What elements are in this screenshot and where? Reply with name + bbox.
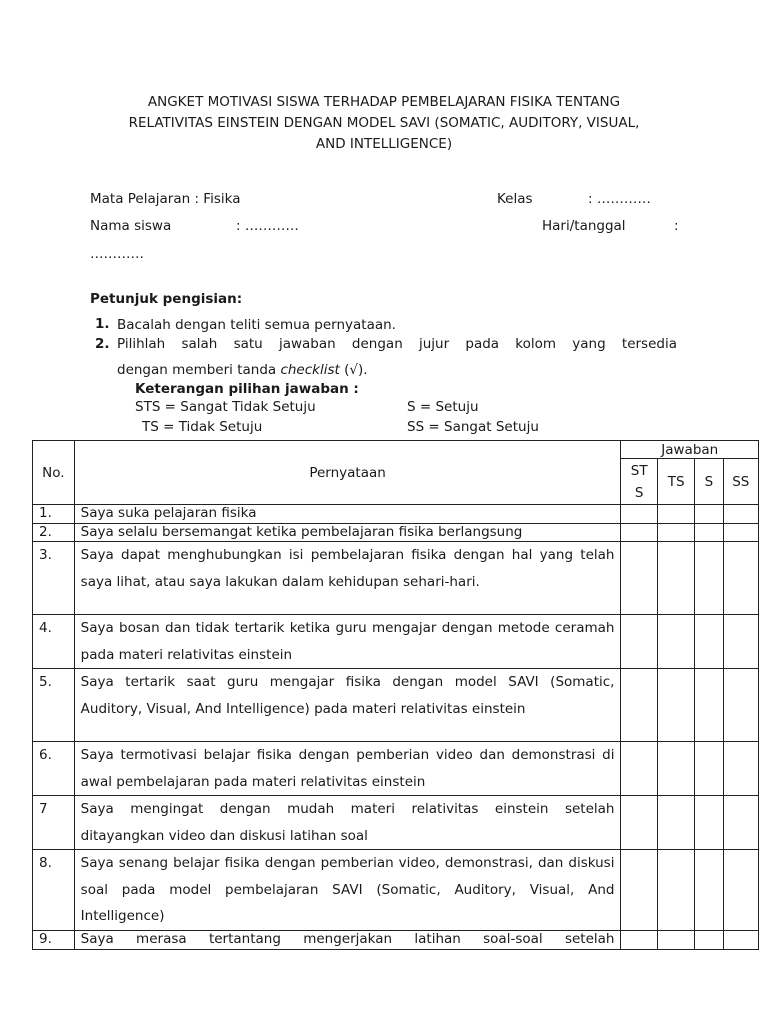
row-number: 2.: [33, 524, 75, 542]
table-row: [33, 505, 759, 524]
row-statement: Saya selalu bersemangat ketika pembelajaran fisika berlangsung: [74, 524, 621, 542]
answer-cell-s[interactable]: [695, 524, 723, 542]
answer-cell-ts[interactable]: [657, 742, 694, 796]
answer-cell-ts[interactable]: [657, 524, 694, 542]
title-line-2: RELATIVITAS EINSTEIN DENGAN MODEL SAVI (SOMATIC, AUDITORY, VISUAL,: [128, 115, 640, 131]
row-number: 4.: [33, 615, 75, 669]
student-name-field: : …………: [236, 218, 299, 234]
header-s: S: [695, 459, 723, 505]
answer-cell-ss[interactable]: [723, 742, 758, 796]
answer-cell-sts[interactable]: [621, 796, 657, 850]
date-field: …………: [90, 246, 144, 262]
row-number: 9.: [33, 930, 75, 949]
row-statement: Saya tertarik saat guru mengajar fisika dengan model SAVI (Somatic, Auditory, Visual, And Intelligence) pada materi relativitas einstein: [74, 669, 621, 742]
header-ss: SS: [723, 459, 758, 505]
row-number: 7: [33, 796, 75, 850]
answer-cell-ss[interactable]: [723, 615, 758, 669]
row-statement: Saya termotivasi belajar fisika dengan pemberian video dan demonstrasi di awal pembelajaran pada materi relativitas einstein: [74, 742, 621, 796]
header-answer: Jawaban: [621, 441, 759, 459]
answer-cell-ss[interactable]: [723, 930, 758, 949]
row-statement: Saya bosan dan tidak tertarik ketika guru mengajar dengan metode ceramah pada materi relativitas einstein: [74, 615, 621, 669]
header-sts: [621, 459, 657, 505]
title-line-3: AND INTELLIGENCE): [315, 136, 453, 152]
questionnaire-table: [32, 440, 759, 950]
class-label: Kelas: [497, 191, 533, 207]
legend-ss: SS = Sangat Setuju: [407, 419, 539, 435]
answer-cell-sts[interactable]: [621, 669, 657, 742]
legend-s: S = Setuju: [407, 399, 479, 415]
table-row: [33, 850, 759, 931]
subject-field: Mata Pelajaran : Fisika: [90, 191, 241, 207]
row-statement: Saya mengingat dengan mudah materi relativitas einstein setelah ditayangkan video dan diskusi latihan soal: [74, 796, 621, 850]
header-no: No.: [33, 441, 75, 505]
table-row: [33, 669, 759, 742]
answer-cell-sts[interactable]: [621, 930, 657, 949]
date-label: Hari/tanggal: [542, 218, 626, 234]
answer-cell-ts[interactable]: [657, 505, 694, 524]
legend-ts: TS = Tidak Setuju: [142, 419, 263, 435]
instruction-text-1: Bacalah dengan teliti semua pernyataan.: [117, 317, 396, 333]
answer-cell-sts[interactable]: [621, 615, 657, 669]
row-statement: Saya senang belajar fisika dengan pemberian video, demonstrasi, dan diskusi soal pada model pembelajaran SAVI (Somatic, Auditory, Visual, And Intelligence): [74, 850, 621, 931]
answer-cell-ss[interactable]: [723, 850, 758, 931]
answer-cell-s[interactable]: [695, 669, 723, 742]
answer-cell-ss[interactable]: [723, 796, 758, 850]
header-sts-top: ST: [630, 462, 648, 479]
header-sts-bottom: S: [634, 484, 644, 501]
title-line-1: ANGKET MOTIVASI SISWA TERHADAP PEMBELAJARAN FISIKA TENTANG: [147, 94, 621, 110]
header-ts: TS: [657, 459, 694, 505]
answer-cell-s[interactable]: [695, 542, 723, 615]
table-row: [33, 930, 759, 949]
row-number: 8.: [33, 850, 75, 931]
document-title: [60, 92, 708, 155]
answer-cell-ts[interactable]: [657, 615, 694, 669]
instruction-text-2-post: (√).: [339, 362, 368, 378]
answer-cell-sts[interactable]: [621, 850, 657, 931]
table-row: [33, 542, 759, 615]
answer-cell-s[interactable]: [695, 505, 723, 524]
answer-cell-ss[interactable]: [723, 542, 758, 615]
answer-cell-ss[interactable]: [723, 669, 758, 742]
answer-cell-sts[interactable]: [621, 524, 657, 542]
answer-cell-sts[interactable]: [621, 505, 657, 524]
instruction-number-2: 2.: [95, 336, 110, 352]
answer-cell-s[interactable]: [695, 930, 723, 949]
instructions-heading: Petunjuk pengisian:: [90, 291, 243, 307]
table-row: [33, 742, 759, 796]
answer-cell-s[interactable]: [695, 742, 723, 796]
table-row: [33, 524, 759, 542]
table-row: [33, 796, 759, 850]
row-number: 3.: [33, 542, 75, 615]
instruction-number-1: 1.: [95, 316, 110, 332]
answer-cell-ss[interactable]: [723, 524, 758, 542]
answer-cell-ts[interactable]: [657, 850, 694, 931]
answer-cell-ts[interactable]: [657, 930, 694, 949]
row-statement: Saya merasa tertantang mengerjakan latihan soal-soal setelah: [74, 930, 621, 949]
legend-sts: STS = Sangat Tidak Setuju: [135, 399, 316, 415]
row-number: 1.: [33, 505, 75, 524]
answer-cell-ts[interactable]: [657, 796, 694, 850]
answer-cell-ts[interactable]: [657, 669, 694, 742]
answer-cell-s[interactable]: [695, 796, 723, 850]
instruction-text-2-line-1: Pilihlah salah satu jawaban dengan jujur pada kolom yang tersedia: [117, 336, 677, 352]
instruction-text-2-pre: dengan memberi tanda: [117, 362, 281, 378]
answer-cell-sts[interactable]: [621, 542, 657, 615]
legend-heading: Keterangan pilihan jawaban :: [135, 381, 359, 397]
answer-cell-s[interactable]: [695, 850, 723, 931]
table-row: [33, 615, 759, 669]
answer-cell-s[interactable]: [695, 615, 723, 669]
row-statement: Saya dapat menghubungkan isi pembelajaran fisika dengan hal yang telah saya lihat, atau saya lakukan dalam kehidupan sehari-hari.: [74, 542, 621, 615]
header-statement: Pernyataan: [74, 441, 621, 505]
instruction-text-2-emphasis: checklist: [280, 362, 340, 378]
answer-cell-sts[interactable]: [621, 742, 657, 796]
row-number: 5.: [33, 669, 75, 742]
answer-cell-ts[interactable]: [657, 542, 694, 615]
class-field: : …………: [588, 191, 651, 207]
row-number: 6.: [33, 742, 75, 796]
row-statement: Saya suka pelajaran fisika: [74, 505, 621, 524]
instruction-text-2-line-2: [117, 361, 368, 379]
answer-cell-ss[interactable]: [723, 505, 758, 524]
student-name-label: Nama siswa: [90, 218, 172, 234]
date-colon: :: [674, 218, 679, 234]
